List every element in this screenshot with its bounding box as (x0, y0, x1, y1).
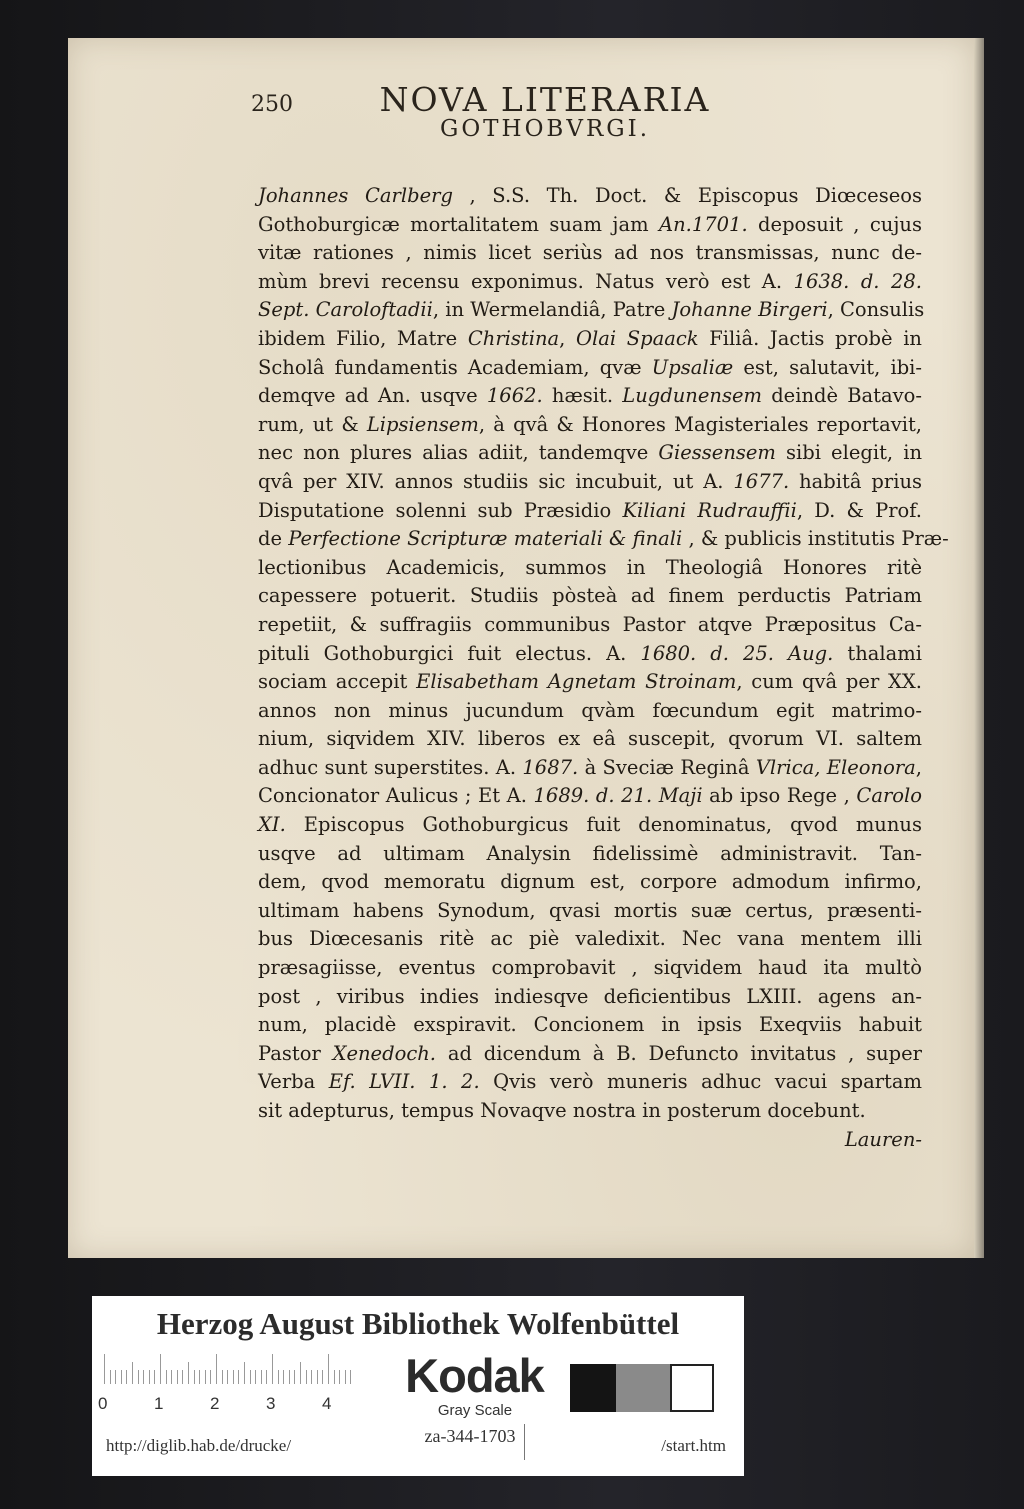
catchword: Lauren- (844, 1127, 922, 1151)
ruler-tick (104, 1354, 105, 1384)
ruler-tick (194, 1370, 195, 1384)
white-swatch (670, 1364, 714, 1412)
url-suffix: /start.htm (661, 1436, 726, 1455)
text-line: Verba Ef. LVII. 1. 2. Qvis verò muneris adhuc vacui spartam (258, 1070, 922, 1094)
ruler-tick (306, 1370, 307, 1384)
ruler-tick (339, 1370, 340, 1384)
ruler-tick (278, 1370, 279, 1384)
ruler-tick (294, 1370, 295, 1384)
text-line: de Perfectione Scripturæ materiali & finali , & publicis institutis Præ- (258, 527, 949, 551)
text-line: Gothoburgicæ mortalitatem suam jam An.1701. deposuit , cujus (258, 212, 922, 236)
ruler-tick (166, 1370, 167, 1384)
ruler-tick (328, 1354, 329, 1384)
shelfmark: za-344-1703 (424, 1426, 516, 1446)
ruler-tick (311, 1370, 312, 1384)
text-line: usqve ad ultimam Analysin fidelissimè administravit. Tan- (258, 841, 922, 865)
text-line: XI. Episcopus Gothoburgicus fuit denominatus, qvod munus (258, 813, 922, 837)
ruler-number: 2 (210, 1394, 220, 1413)
scale-ruler (98, 1354, 362, 1413)
text-line: rum, ut & Lipsiensem, à qvâ & Honores Magisteriales reportavit, (258, 412, 923, 436)
color-target-card (92, 1296, 744, 1476)
page-edge (974, 38, 984, 1258)
text-line: post , viribus indies indiesqve deficientibus LXIII. agens an- (258, 984, 922, 1008)
text-line: pituli Gothoburgici fuit electus. A. 1680. d. 25. Aug. thalami (258, 641, 923, 665)
ruler-tick (222, 1370, 223, 1384)
text-line: Pastor Xenedoch. ad dicendum à B. Defuncto invitatus , super (258, 1041, 922, 1065)
ruler-tick (154, 1370, 155, 1384)
ruler-tick (171, 1370, 172, 1384)
ruler-tick (317, 1370, 318, 1384)
text-line: mùm brevi recensu exponimus. Natus verò est A. 1638. d. 28. (258, 269, 922, 293)
ruler-tick (205, 1370, 206, 1384)
text-line: repetiit, & suffragiis communibus Pastor atqve Præpositus Ca- (258, 612, 922, 636)
ruler-number: 1 (154, 1394, 164, 1413)
text-line: ibidem Filio, Matre Christina, Olai Spaack Filiâ. Jactis probè in (258, 326, 922, 350)
ruler-tick (266, 1370, 267, 1384)
ruler-tick (182, 1370, 183, 1384)
text-line: demqve ad An. usqve 1662. hæsit. Lugdunensem deindè Batavo- (258, 384, 922, 408)
running-subtitle: GOTHOBVRGI. (439, 116, 651, 142)
text-line: adhuc sunt superstites. A. 1687. à Sveciæ Reginâ Vlrica, Eleonora, (258, 755, 922, 779)
ruler-tick (238, 1370, 239, 1384)
ruler-number: 0 (98, 1394, 108, 1413)
ruler-number: 4 (322, 1394, 332, 1413)
ruler-tick (177, 1370, 178, 1384)
ruler-tick (350, 1370, 351, 1384)
running-title: NOVA LITERARIA (379, 80, 711, 119)
text-line: Scholâ fundamentis Academiam, qvæ Upsaliæ est, salutavit, ibi- (258, 355, 922, 379)
text-line: bus Diœcesanis ritè ac piè valedixit. Nec vana mentem illi (258, 927, 922, 951)
ruler-tick (132, 1362, 133, 1384)
ruler-tick (126, 1370, 127, 1384)
text-line: vitæ rationes , nimis licet seriùs ad nos transmissas, nunc de- (258, 241, 922, 265)
text-line: præsagiisse, eventus comprobavit , siqvidem haud ita multò (258, 956, 922, 980)
ruler-tick (143, 1370, 144, 1384)
ruler-tick (115, 1370, 116, 1384)
ruler-tick (244, 1362, 245, 1384)
ruler-tick (160, 1354, 161, 1384)
kodak-logo: Kodak (405, 1349, 544, 1402)
ruler-tick (227, 1370, 228, 1384)
ruler-tick (300, 1362, 301, 1384)
text-line: nec non plures alias adiit, tandemqve Giessensem sibi elegit, in (258, 441, 922, 465)
text-line: annos non minus jucundum qvàm fœcundum egit matrimo- (258, 698, 922, 722)
text-line: Sept. Caroloftadii, in Wermelandiâ, Patre Johanne Birgeri, Consulis (258, 298, 925, 322)
text-line: dem, qvod memoratu dignum est, corpore admodum infirmo, (258, 870, 922, 894)
ruler-tick (188, 1362, 189, 1384)
text-line: sociam accepit Elisabetham Agnetam Stroinam, cum qvâ per XX. (258, 670, 922, 694)
ruler-tick (149, 1370, 150, 1384)
ruler-tick (210, 1370, 211, 1384)
library-url: http://diglib.hab.de/drucke/ (106, 1436, 292, 1455)
gray-scale-label: Gray Scale (437, 1402, 513, 1419)
text-line: ultimam habens Synodum, qvasi mortis suæ certus, præsenti- (258, 898, 922, 922)
ruler-tick (255, 1370, 256, 1384)
text-line: sit adepturus, tempus Novaqve nostra in posterum docebunt. (258, 1099, 866, 1122)
text-line: Johannes Carlberg , S.S. Th. Doct. & Episcopus Diœceseos (258, 184, 922, 207)
black-swatch (570, 1364, 616, 1412)
body-text (258, 182, 949, 1154)
page-header (185, 80, 905, 140)
ruler-tick (199, 1370, 200, 1384)
gray-swatch (616, 1364, 670, 1412)
text-line: num, placidè exspiravit. Concionem in ipsis Exeqviis habuit (258, 1013, 922, 1037)
page-number: 250 (251, 92, 293, 117)
ruler-tick (216, 1354, 217, 1384)
ruler-tick (345, 1370, 346, 1384)
divider (524, 1424, 525, 1460)
ruler-tick (289, 1370, 290, 1384)
ruler-tick (250, 1370, 251, 1384)
text-line: qvâ per XIV. annos studiis sic incubuit, ut A. 1677. habitâ prius (258, 469, 923, 493)
ruler-tick (272, 1354, 273, 1384)
institution-name: Herzog August Bibliothek Wolfenbüttel (156, 1306, 680, 1341)
ruler-tick (233, 1370, 234, 1384)
ruler-tick (283, 1370, 284, 1384)
ruler-tick (261, 1370, 262, 1384)
ruler-tick (110, 1370, 111, 1384)
ruler-tick (322, 1370, 323, 1384)
text-line: Disputatione solenni sub Præsidio Kiliani Rudrauffii, D. & Prof. (258, 498, 922, 522)
text-line: Concionator Aulicus ; Et A. 1689. d. 21. Maji ab ipso Rege , Carolo (258, 784, 922, 808)
ruler-tick (121, 1370, 122, 1384)
ruler-tick (334, 1370, 335, 1384)
ruler-number: 3 (266, 1394, 276, 1413)
ruler-tick (138, 1370, 139, 1384)
text-line: lectionibus Academicis, summos in Theologiâ Honores ritè (258, 555, 922, 579)
text-line: nium, siqvidem XIV. liberos ex eâ suscepit, qvorum VI. saltem (258, 727, 922, 751)
text-line: capessere potuerit. Studiis pòsteà ad finem perductis Patriam (258, 584, 922, 608)
